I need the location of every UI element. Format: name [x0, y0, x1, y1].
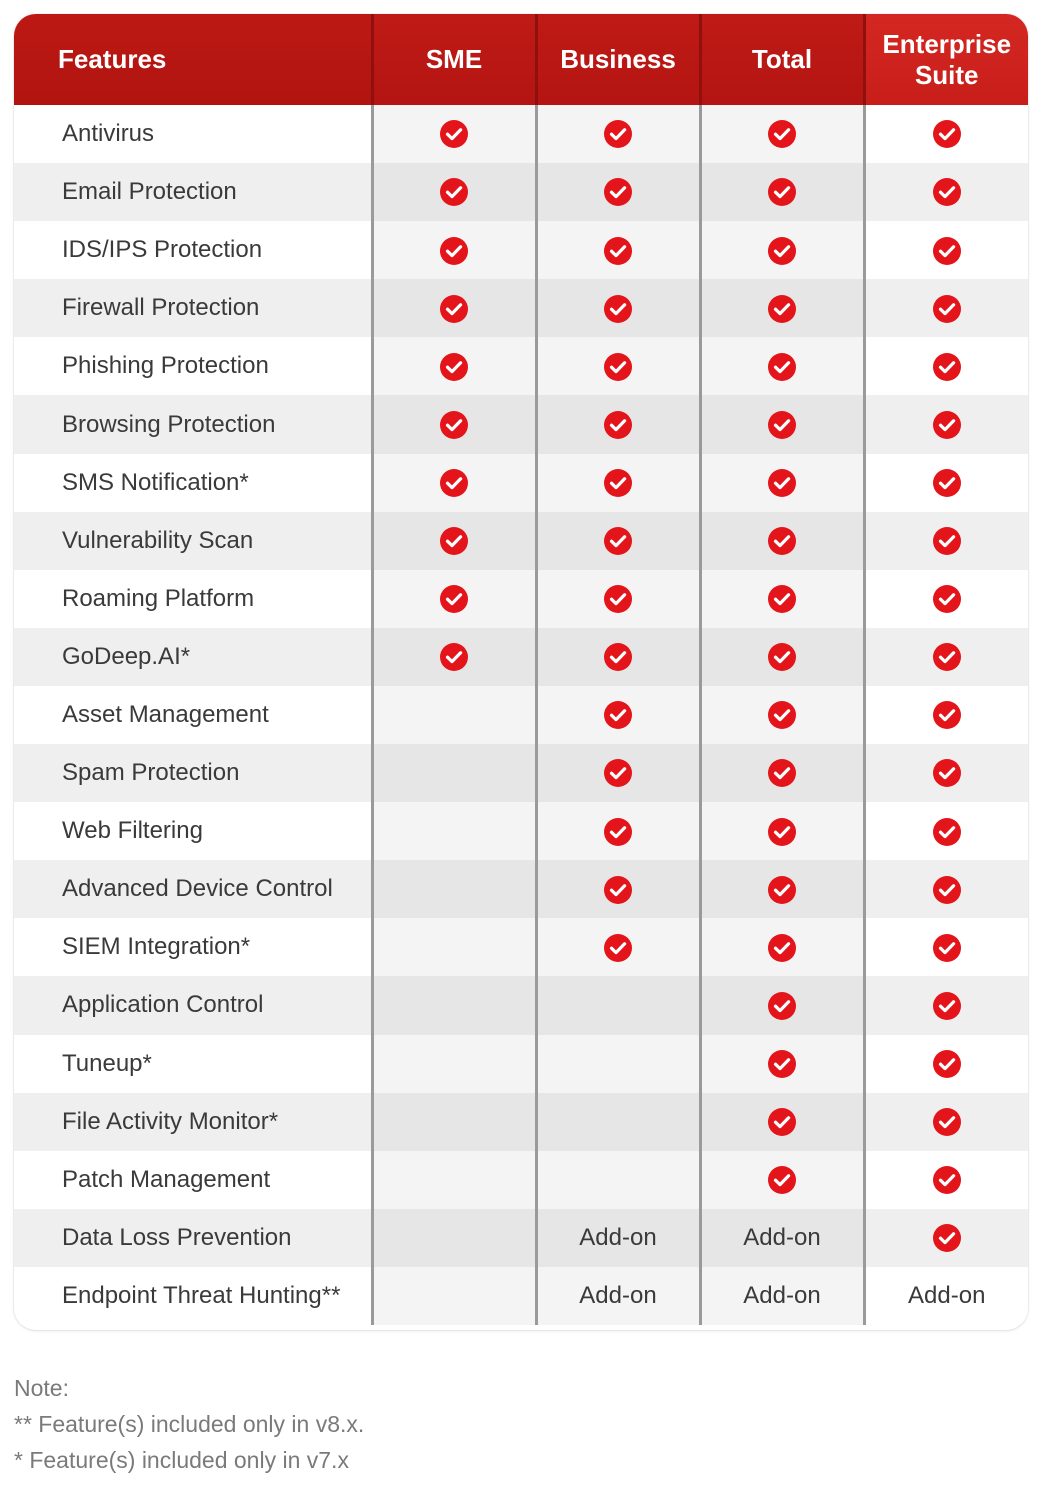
cell-sme — [372, 1151, 536, 1209]
cell-sme — [372, 628, 536, 686]
check-circle-icon — [768, 934, 796, 962]
check-circle-icon — [768, 585, 796, 613]
feature-name: Vulnerability Scan — [14, 512, 372, 570]
check-circle-icon — [604, 934, 632, 962]
table-row — [14, 628, 1028, 686]
check-circle-icon — [604, 585, 632, 613]
table-row — [14, 918, 1028, 976]
check-circle-icon — [604, 876, 632, 904]
cell-sme — [372, 1267, 536, 1325]
cell-business — [536, 686, 700, 744]
cell-enterprise — [864, 570, 1028, 628]
addon-label: Add-on — [579, 1281, 657, 1309]
cell-total — [700, 163, 864, 221]
check-circle-icon — [768, 1108, 796, 1136]
check-circle-icon — [933, 643, 961, 671]
feature-name: Email Protection — [14, 163, 372, 221]
feature-name: GoDeep.AI* — [14, 628, 372, 686]
cell-enterprise — [864, 395, 1028, 453]
check-circle-icon — [933, 237, 961, 265]
table-row — [14, 1267, 1028, 1325]
header-enterprise-line1: Enterprise — [882, 28, 1012, 59]
comparison-table-container — [14, 14, 1028, 1330]
cell-enterprise — [864, 163, 1028, 221]
cell-enterprise — [864, 918, 1028, 976]
table-row — [14, 512, 1028, 570]
check-circle-icon — [604, 701, 632, 729]
cell-sme — [372, 337, 536, 395]
check-circle-icon — [604, 643, 632, 671]
check-circle-icon — [933, 527, 961, 555]
cell-enterprise — [864, 221, 1028, 279]
cell-sme — [372, 860, 536, 918]
cell-enterprise — [864, 860, 1028, 918]
cell-sme — [372, 802, 536, 860]
check-circle-icon — [933, 411, 961, 439]
check-circle-icon — [440, 120, 468, 148]
feature-name: Endpoint Threat Hunting** — [14, 1267, 372, 1325]
cell-enterprise — [864, 1267, 1028, 1325]
cell-total — [700, 1093, 864, 1151]
check-circle-icon — [933, 1050, 961, 1078]
note-v8: ** Feature(s) included only in v8.x. — [14, 1411, 365, 1437]
table-row — [14, 686, 1028, 744]
cell-total — [700, 105, 864, 163]
cell-enterprise — [864, 802, 1028, 860]
cell-sme — [372, 454, 536, 512]
check-circle-icon — [768, 1166, 796, 1194]
check-circle-icon — [768, 701, 796, 729]
feature-name: Antivirus — [14, 105, 372, 163]
header-total: Total — [700, 14, 864, 105]
header-features: Features — [14, 14, 372, 105]
feature-name: Application Control — [14, 976, 372, 1034]
check-circle-icon — [933, 1224, 961, 1252]
cell-total — [700, 918, 864, 976]
footnotes — [14, 1370, 364, 1478]
check-circle-icon — [933, 120, 961, 148]
cell-business — [536, 279, 700, 337]
cell-sme — [372, 918, 536, 976]
check-circle-icon — [933, 992, 961, 1020]
check-circle-icon — [933, 353, 961, 381]
addon-label: Add-on — [579, 1223, 657, 1251]
cell-total — [700, 860, 864, 918]
check-circle-icon — [933, 469, 961, 497]
check-circle-icon — [933, 1166, 961, 1194]
check-circle-icon — [933, 295, 961, 323]
header-sme: SME — [372, 14, 536, 105]
feature-name: Asset Management — [14, 686, 372, 744]
cell-total — [700, 744, 864, 802]
check-circle-icon — [604, 411, 632, 439]
cell-business — [536, 1093, 700, 1151]
cell-enterprise — [864, 628, 1028, 686]
check-circle-icon — [768, 876, 796, 904]
cell-business — [536, 163, 700, 221]
table-row — [14, 802, 1028, 860]
cell-enterprise — [864, 744, 1028, 802]
feature-comparison-table — [14, 14, 1028, 1325]
cell-total — [700, 1267, 864, 1325]
header-enterprise-suite — [864, 14, 1028, 105]
check-circle-icon — [933, 876, 961, 904]
feature-name: SIEM Integration* — [14, 918, 372, 976]
feature-name: SMS Notification* — [14, 454, 372, 512]
check-circle-icon — [440, 295, 468, 323]
table-row — [14, 279, 1028, 337]
cell-business — [536, 744, 700, 802]
cell-total — [700, 395, 864, 453]
table-row — [14, 570, 1028, 628]
cell-enterprise — [864, 512, 1028, 570]
check-circle-icon — [604, 353, 632, 381]
addon-label: Add-on — [743, 1223, 821, 1251]
cell-business — [536, 570, 700, 628]
feature-name: Phishing Protection — [14, 337, 372, 395]
cell-sme — [372, 163, 536, 221]
check-circle-icon — [768, 178, 796, 206]
check-circle-icon — [768, 469, 796, 497]
cell-sme — [372, 1209, 536, 1267]
cell-enterprise — [864, 105, 1028, 163]
cell-sme — [372, 1035, 536, 1093]
table-row — [14, 1035, 1028, 1093]
cell-enterprise — [864, 1151, 1028, 1209]
cell-total — [700, 221, 864, 279]
check-circle-icon — [768, 411, 796, 439]
table-row — [14, 1093, 1028, 1151]
cell-sme — [372, 221, 536, 279]
check-circle-icon — [440, 353, 468, 381]
cell-business — [536, 105, 700, 163]
cell-business — [536, 628, 700, 686]
check-circle-icon — [604, 469, 632, 497]
check-circle-icon — [440, 527, 468, 555]
cell-business — [536, 918, 700, 976]
cell-total — [700, 1209, 864, 1267]
notes-title: Note: — [14, 1375, 69, 1401]
table-row — [14, 860, 1028, 918]
cell-total — [700, 976, 864, 1034]
check-circle-icon — [768, 237, 796, 265]
check-circle-icon — [604, 295, 632, 323]
check-circle-icon — [933, 759, 961, 787]
cell-sme — [372, 570, 536, 628]
table-row — [14, 395, 1028, 453]
check-circle-icon — [604, 120, 632, 148]
table-row — [14, 221, 1028, 279]
cell-business — [536, 395, 700, 453]
check-circle-icon — [933, 818, 961, 846]
table-row — [14, 337, 1028, 395]
cell-sme — [372, 1093, 536, 1151]
cell-sme — [372, 744, 536, 802]
cell-enterprise — [864, 1035, 1028, 1093]
cell-total — [700, 279, 864, 337]
table-row — [14, 1209, 1028, 1267]
check-circle-icon — [933, 1108, 961, 1136]
feature-name: File Activity Monitor* — [14, 1093, 372, 1151]
cell-enterprise — [864, 1209, 1028, 1267]
check-circle-icon — [440, 411, 468, 439]
cell-total — [700, 802, 864, 860]
cell-enterprise — [864, 976, 1028, 1034]
check-circle-icon — [768, 353, 796, 381]
cell-sme — [372, 512, 536, 570]
cell-total — [700, 570, 864, 628]
check-circle-icon — [933, 585, 961, 613]
check-circle-icon — [933, 178, 961, 206]
check-circle-icon — [768, 1050, 796, 1078]
check-circle-icon — [440, 178, 468, 206]
cell-business — [536, 1209, 700, 1267]
feature-name: Roaming Platform — [14, 570, 372, 628]
cell-business — [536, 976, 700, 1034]
cell-business — [536, 454, 700, 512]
check-circle-icon — [604, 818, 632, 846]
cell-business — [536, 1151, 700, 1209]
feature-name: Web Filtering — [14, 802, 372, 860]
check-circle-icon — [440, 237, 468, 265]
check-circle-icon — [768, 643, 796, 671]
check-circle-icon — [604, 527, 632, 555]
cell-sme — [372, 279, 536, 337]
cell-enterprise — [864, 454, 1028, 512]
check-circle-icon — [768, 527, 796, 555]
header-enterprise-line2: Suite — [914, 59, 979, 90]
cell-business — [536, 802, 700, 860]
feature-name: Data Loss Prevention — [14, 1209, 372, 1267]
check-circle-icon — [604, 178, 632, 206]
cell-enterprise — [864, 337, 1028, 395]
addon-label: Add-on — [743, 1281, 821, 1309]
feature-name: Spam Protection — [14, 744, 372, 802]
table-body — [14, 105, 1028, 1325]
check-circle-icon — [768, 759, 796, 787]
header-business: Business — [536, 14, 700, 105]
check-circle-icon — [933, 934, 961, 962]
check-circle-icon — [768, 992, 796, 1020]
addon-label: Add-on — [908, 1281, 986, 1309]
table-row — [14, 454, 1028, 512]
feature-name: IDS/IPS Protection — [14, 221, 372, 279]
cell-sme — [372, 105, 536, 163]
table-row — [14, 976, 1028, 1034]
cell-sme — [372, 395, 536, 453]
cell-business — [536, 1267, 700, 1325]
cell-total — [700, 337, 864, 395]
cell-business — [536, 1035, 700, 1093]
note-v7: * Feature(s) included only in v7.x — [14, 1447, 349, 1473]
table-row — [14, 744, 1028, 802]
cell-enterprise — [864, 686, 1028, 744]
cell-total — [700, 1151, 864, 1209]
cell-business — [536, 221, 700, 279]
check-circle-icon — [604, 237, 632, 265]
cell-total — [700, 512, 864, 570]
feature-name: Tuneup* — [14, 1035, 372, 1093]
cell-business — [536, 337, 700, 395]
check-circle-icon — [768, 295, 796, 323]
table-row — [14, 163, 1028, 221]
cell-enterprise — [864, 279, 1028, 337]
cell-sme — [372, 976, 536, 1034]
cell-business — [536, 512, 700, 570]
feature-name: Patch Management — [14, 1151, 372, 1209]
cell-enterprise — [864, 1093, 1028, 1151]
table-row — [14, 105, 1028, 163]
cell-total — [700, 1035, 864, 1093]
table-header-row — [14, 14, 1028, 105]
feature-name: Browsing Protection — [14, 395, 372, 453]
cell-total — [700, 454, 864, 512]
cell-business — [536, 860, 700, 918]
cell-total — [700, 686, 864, 744]
feature-name: Firewall Protection — [14, 279, 372, 337]
table-row — [14, 1151, 1028, 1209]
check-circle-icon — [440, 469, 468, 497]
check-circle-icon — [440, 643, 468, 671]
check-circle-icon — [933, 701, 961, 729]
feature-name: Advanced Device Control — [14, 860, 372, 918]
cell-total — [700, 628, 864, 686]
check-circle-icon — [440, 585, 468, 613]
check-circle-icon — [768, 818, 796, 846]
cell-sme — [372, 686, 536, 744]
check-circle-icon — [604, 759, 632, 787]
check-circle-icon — [768, 120, 796, 148]
